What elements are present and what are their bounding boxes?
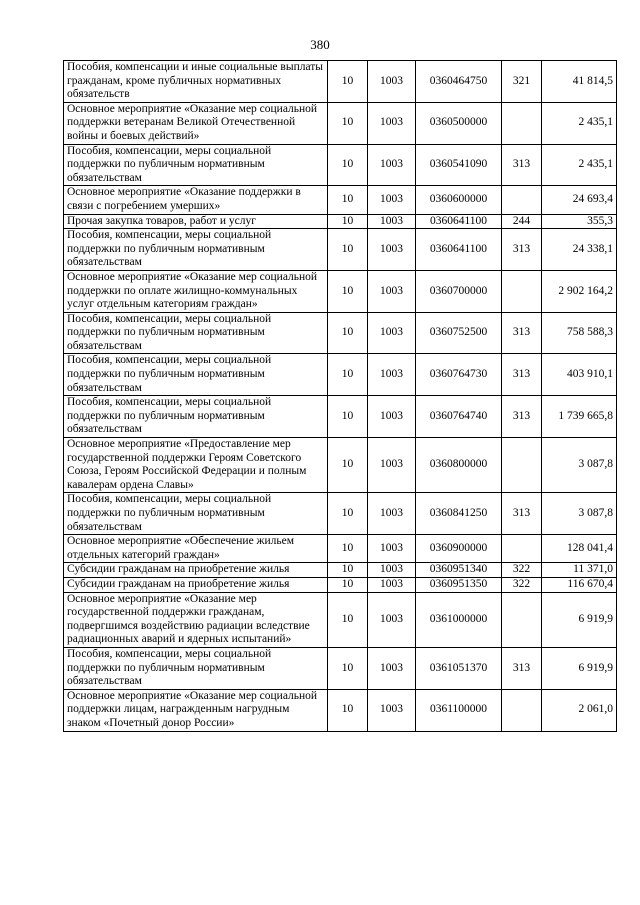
target-article-code-cell: 0361000000 [416, 592, 502, 647]
amount-cell: 2 435,1 [542, 144, 617, 186]
subsection-code-cell: 1003 [368, 61, 416, 103]
target-article-code-cell: 0360951340 [416, 563, 502, 578]
section-code-cell: 10 [328, 312, 368, 354]
subsection-code-cell: 1003 [368, 396, 416, 438]
subsection-code-cell: 1003 [368, 186, 416, 214]
section-code-cell: 10 [328, 396, 368, 438]
target-article-code-cell: 0360464750 [416, 61, 502, 103]
amount-cell: 355,3 [542, 214, 617, 229]
table-row [64, 102, 617, 144]
subsection-code-cell: 1003 [368, 102, 416, 144]
expense-type-code-cell: 313 [502, 312, 542, 354]
table-row [64, 689, 617, 731]
subsection-code-cell: 1003 [368, 493, 416, 535]
target-article-code-cell: 0360500000 [416, 102, 502, 144]
table-row [64, 144, 617, 186]
target-article-code-cell: 0360841250 [416, 493, 502, 535]
amount-cell: 6 919,9 [542, 647, 617, 689]
section-code-cell: 10 [328, 493, 368, 535]
expense-type-code-cell [502, 592, 542, 647]
budget-table-body [64, 61, 617, 732]
expense-name-cell: Основное мероприятие «Оказание поддержки в связи с погребением умерших» [64, 186, 328, 214]
subsection-code-cell: 1003 [368, 438, 416, 493]
expense-type-code-cell [502, 535, 542, 563]
expense-name-cell: Пособия, компенсации, меры социальной поддержки по публичным нормативным обязательствам [64, 229, 328, 271]
expense-name-cell: Основное мероприятие «Обеспечение жильем отдельных категорий граждан» [64, 535, 328, 563]
target-article-code-cell: 0361051370 [416, 647, 502, 689]
section-code-cell: 10 [328, 438, 368, 493]
subsection-code-cell: 1003 [368, 689, 416, 731]
expense-name-cell: Пособия, компенсации, меры социальной поддержки по публичным нормативным обязательствам [64, 647, 328, 689]
subsection-code-cell: 1003 [368, 229, 416, 271]
amount-cell: 41 814,5 [542, 61, 617, 103]
amount-cell: 6 919,9 [542, 592, 617, 647]
expense-type-code-cell: 244 [502, 214, 542, 229]
expense-name-cell: Пособия, компенсации, меры социальной поддержки по публичным нормативным обязательствам [64, 354, 328, 396]
table-row [64, 535, 617, 563]
expense-type-code-cell [502, 186, 542, 214]
target-article-code-cell: 0360752500 [416, 312, 502, 354]
subsection-code-cell: 1003 [368, 312, 416, 354]
expense-name-cell: Пособия, компенсации и иные социальные выплаты гражданам, кроме публичных нормативных обязательств [64, 61, 328, 103]
table-row [64, 493, 617, 535]
amount-cell: 3 087,8 [542, 493, 617, 535]
target-article-code-cell: 0360951350 [416, 577, 502, 592]
expense-name-cell: Основное мероприятие «Оказание мер социальной поддержки ветеранам Великой Отечественной войны и боевых действий» [64, 102, 328, 144]
section-code-cell: 10 [328, 563, 368, 578]
table-row [64, 577, 617, 592]
section-code-cell: 10 [328, 61, 368, 103]
expense-type-code-cell: 322 [502, 563, 542, 578]
table-row [64, 396, 617, 438]
subsection-code-cell: 1003 [368, 270, 416, 312]
subsection-code-cell: 1003 [368, 535, 416, 563]
expense-name-cell: Субсидии гражданам на приобретение жилья [64, 577, 328, 592]
target-article-code-cell: 0360900000 [416, 535, 502, 563]
table-row [64, 229, 617, 271]
expense-name-cell: Пособия, компенсации, меры социальной поддержки по публичным нормативным обязательствам [64, 144, 328, 186]
target-article-code-cell: 0360764730 [416, 354, 502, 396]
amount-cell: 11 371,0 [542, 563, 617, 578]
table-row [64, 438, 617, 493]
amount-cell: 758 588,3 [542, 312, 617, 354]
table-row [64, 186, 617, 214]
table-row [64, 592, 617, 647]
target-article-code-cell: 0360800000 [416, 438, 502, 493]
subsection-code-cell: 1003 [368, 577, 416, 592]
expense-name-cell: Основное мероприятие «Оказание мер государственной поддержки гражданам, подвергшимся воздействию радиации вследствие радиационных аварий и ядерных испытаний» [64, 592, 328, 647]
amount-cell: 2 902 164,2 [542, 270, 617, 312]
expense-name-cell: Пособия, компенсации, меры социальной поддержки по публичным нормативным обязательствам [64, 493, 328, 535]
target-article-code-cell: 0361100000 [416, 689, 502, 731]
expense-type-code-cell: 322 [502, 577, 542, 592]
expense-type-code-cell: 313 [502, 229, 542, 271]
expense-name-cell: Субсидии гражданам на приобретение жилья [64, 563, 328, 578]
section-code-cell: 10 [328, 535, 368, 563]
expense-type-code-cell: 313 [502, 396, 542, 438]
section-code-cell: 10 [328, 144, 368, 186]
section-code-cell: 10 [328, 647, 368, 689]
expense-name-cell: Пособия, компенсации, меры социальной поддержки по публичным нормативным обязательствам [64, 312, 328, 354]
amount-cell: 2 435,1 [542, 102, 617, 144]
table-row [64, 214, 617, 229]
section-code-cell: 10 [328, 689, 368, 731]
expense-type-code-cell [502, 438, 542, 493]
subsection-code-cell: 1003 [368, 647, 416, 689]
section-code-cell: 10 [328, 214, 368, 229]
amount-cell: 116 670,4 [542, 577, 617, 592]
subsection-code-cell: 1003 [368, 354, 416, 396]
subsection-code-cell: 1003 [368, 144, 416, 186]
amount-cell: 24 693,4 [542, 186, 617, 214]
table-row [64, 270, 617, 312]
section-code-cell: 10 [328, 354, 368, 396]
expense-name-cell: Пособия, компенсации, меры социальной поддержки по публичным нормативным обязательствам [64, 396, 328, 438]
target-article-code-cell: 0360641100 [416, 214, 502, 229]
page-number: 380 [310, 37, 330, 52]
amount-cell: 24 338,1 [542, 229, 617, 271]
expense-type-code-cell [502, 689, 542, 731]
subsection-code-cell: 1003 [368, 214, 416, 229]
expense-type-code-cell [502, 270, 542, 312]
expense-name-cell: Основное мероприятие «Предоставление мер государственной поддержки Героям Советского Союза, Героям Российской Федерации и полным кавалерам ордена Славы» [64, 438, 328, 493]
expense-type-code-cell [502, 102, 542, 144]
expense-type-code-cell: 313 [502, 493, 542, 535]
expense-name-cell: Основное мероприятие «Оказание мер социальной поддержки по оплате жилищно-коммунальных услуг отдельным категориям граждан» [64, 270, 328, 312]
expense-type-code-cell: 313 [502, 144, 542, 186]
section-code-cell: 10 [328, 592, 368, 647]
table-row [64, 563, 617, 578]
amount-cell: 403 910,1 [542, 354, 617, 396]
amount-cell: 2 061,0 [542, 689, 617, 731]
expense-type-code-cell: 321 [502, 61, 542, 103]
section-code-cell: 10 [328, 102, 368, 144]
expense-name-cell: Основное мероприятие «Оказание мер социальной поддержки лицам, награжденным нагрудным знаком «Почетный донор России» [64, 689, 328, 731]
section-code-cell: 10 [328, 186, 368, 214]
expense-name-cell: Прочая закупка товаров, работ и услуг [64, 214, 328, 229]
target-article-code-cell: 0360541090 [416, 144, 502, 186]
amount-cell: 1 739 665,8 [542, 396, 617, 438]
section-code-cell: 10 [328, 270, 368, 312]
amount-cell: 3 087,8 [542, 438, 617, 493]
table-row [64, 61, 617, 103]
table-row [64, 647, 617, 689]
target-article-code-cell: 0360764740 [416, 396, 502, 438]
expense-type-code-cell: 313 [502, 647, 542, 689]
target-article-code-cell: 0360600000 [416, 186, 502, 214]
section-code-cell: 10 [328, 229, 368, 271]
budget-table [63, 60, 617, 732]
subsection-code-cell: 1003 [368, 592, 416, 647]
table-row [64, 354, 617, 396]
subsection-code-cell: 1003 [368, 563, 416, 578]
table-row [64, 312, 617, 354]
target-article-code-cell: 0360641100 [416, 229, 502, 271]
expense-type-code-cell: 313 [502, 354, 542, 396]
amount-cell: 128 041,4 [542, 535, 617, 563]
section-code-cell: 10 [328, 577, 368, 592]
target-article-code-cell: 0360700000 [416, 270, 502, 312]
